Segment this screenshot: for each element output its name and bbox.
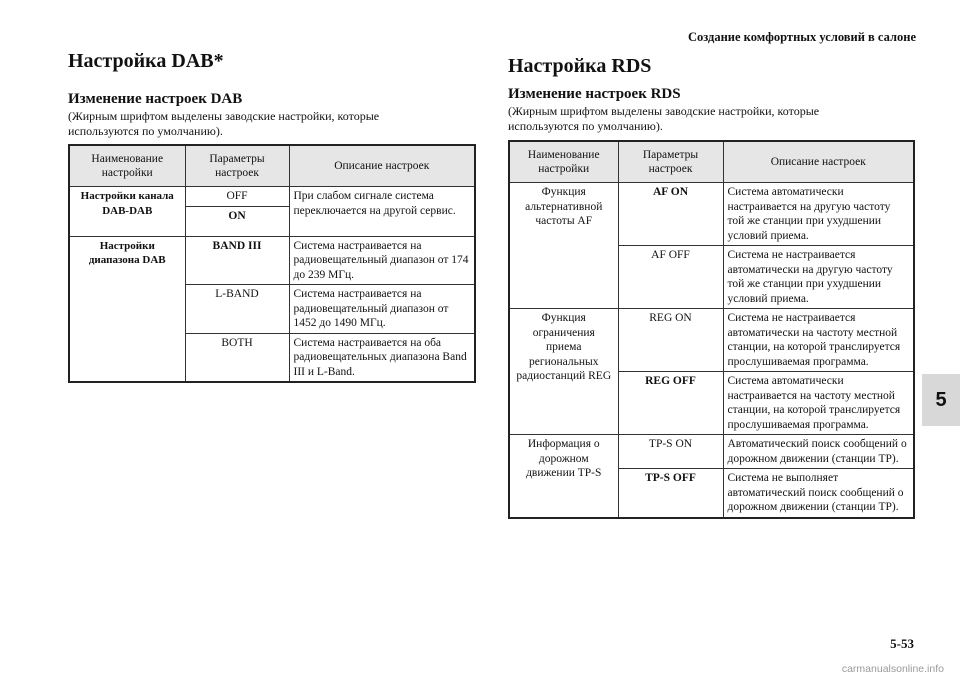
watermark: carmanualsonline.info — [841, 663, 944, 675]
header-cell: Наименование настройки — [69, 145, 185, 187]
rds-settings-table — [508, 140, 915, 519]
header-cell: Описание настроек — [723, 141, 914, 183]
description-cell: Автоматический поиск сообщений о дорожном движении (станции TP). — [723, 435, 914, 469]
setting-name-cell: Настройки канала DAB-DAB — [69, 187, 185, 237]
param-cell: TP-S OFF — [618, 469, 723, 518]
table-row — [509, 183, 914, 246]
table-row — [509, 435, 914, 469]
param-cell: L-BAND — [185, 285, 289, 334]
description-cell: Система настраивается на радиовещательный диапазон от 1452 до 1490 МГц. — [289, 285, 475, 334]
param-cell: AF ON — [618, 183, 723, 246]
setting-name-cell: Функция ограничения приема региональных радиостанций REG — [509, 309, 618, 435]
description-cell: Система настраивается на радиовещательный диапазон от 174 до 239 МГц. — [289, 236, 475, 285]
header-cell: Описание настроек — [289, 145, 475, 187]
rds-section-title: Настройка RDS — [508, 55, 652, 77]
dab-subtitle: Изменение настроек DAB — [68, 91, 243, 107]
dab-settings-table — [68, 144, 476, 383]
rds-subtitle: Изменение настроек RDS — [508, 86, 681, 102]
rds-note — [508, 104, 819, 134]
running-header: Создание комфортных условий в салоне — [687, 30, 916, 44]
table-row — [69, 187, 475, 207]
param-cell: OFF — [185, 187, 289, 207]
header-cell: Параметры настроек — [618, 141, 723, 183]
param-cell: TP-S ON — [618, 435, 723, 469]
setting-name-cell: Информация о дорожном движении TP-S — [509, 435, 618, 518]
param-cell: REG OFF — [618, 372, 723, 435]
description-cell: Система настраивается на оба радиовещательных диапазона Band III и L-Band. — [289, 333, 475, 382]
table-header-row — [509, 141, 914, 183]
table-header-row — [69, 145, 475, 187]
setting-name-cell: Настройки диапазона DAB — [69, 236, 185, 382]
table-row — [509, 309, 914, 372]
chapter-tab — [922, 374, 960, 426]
param-cell: REG ON — [618, 309, 723, 372]
param-cell: AF OFF — [618, 246, 723, 309]
description-cell: При слабом сигнале система переключается на другой сервис. — [289, 187, 475, 237]
header-cell: Наименование настройки — [509, 141, 618, 183]
description-cell: Система не выполняет автоматический поиск сообщений о дорожном движении (станции TP). — [723, 469, 914, 518]
dab-section-title: Настройка DAB* — [68, 50, 224, 72]
param-cell: ON — [185, 206, 289, 236]
param-cell: BOTH — [185, 333, 289, 382]
param-cell: BAND III — [185, 236, 289, 285]
description-cell: Система автоматически настраивается на другую частоту той же станции при ухудшении условий приема. — [723, 183, 914, 246]
chapter-tab-number: 5 — [935, 388, 947, 411]
dab-note — [68, 109, 379, 139]
rds-note-line1: (Жирным шрифтом выделены заводские настройки, которые — [508, 104, 820, 118]
header-cell: Параметры настроек — [185, 145, 289, 187]
dab-note-line2: используются по умолчанию). — [68, 124, 223, 138]
dab-note-line1: (Жирным шрифтом выделены заводские настройки, которые — [68, 109, 380, 123]
page-number: 5-53 — [890, 636, 914, 651]
description-cell: Система не настраивается автоматически на другую частоту той же станции при ухудшении условий приема. — [723, 246, 914, 309]
table-row — [69, 236, 475, 285]
setting-name-cell: Функция альтернативной частоты AF — [509, 183, 618, 309]
rds-note-line2: используются по умолчанию). — [508, 119, 663, 133]
description-cell: Система не настраивается автоматически на частоту местной станции, на которой транслируется прослушиваемая программа. — [723, 309, 914, 372]
description-cell: Система автоматически настраивается на частоту местной станции, на которой транслируется прослушиваемая программа. — [723, 372, 914, 435]
